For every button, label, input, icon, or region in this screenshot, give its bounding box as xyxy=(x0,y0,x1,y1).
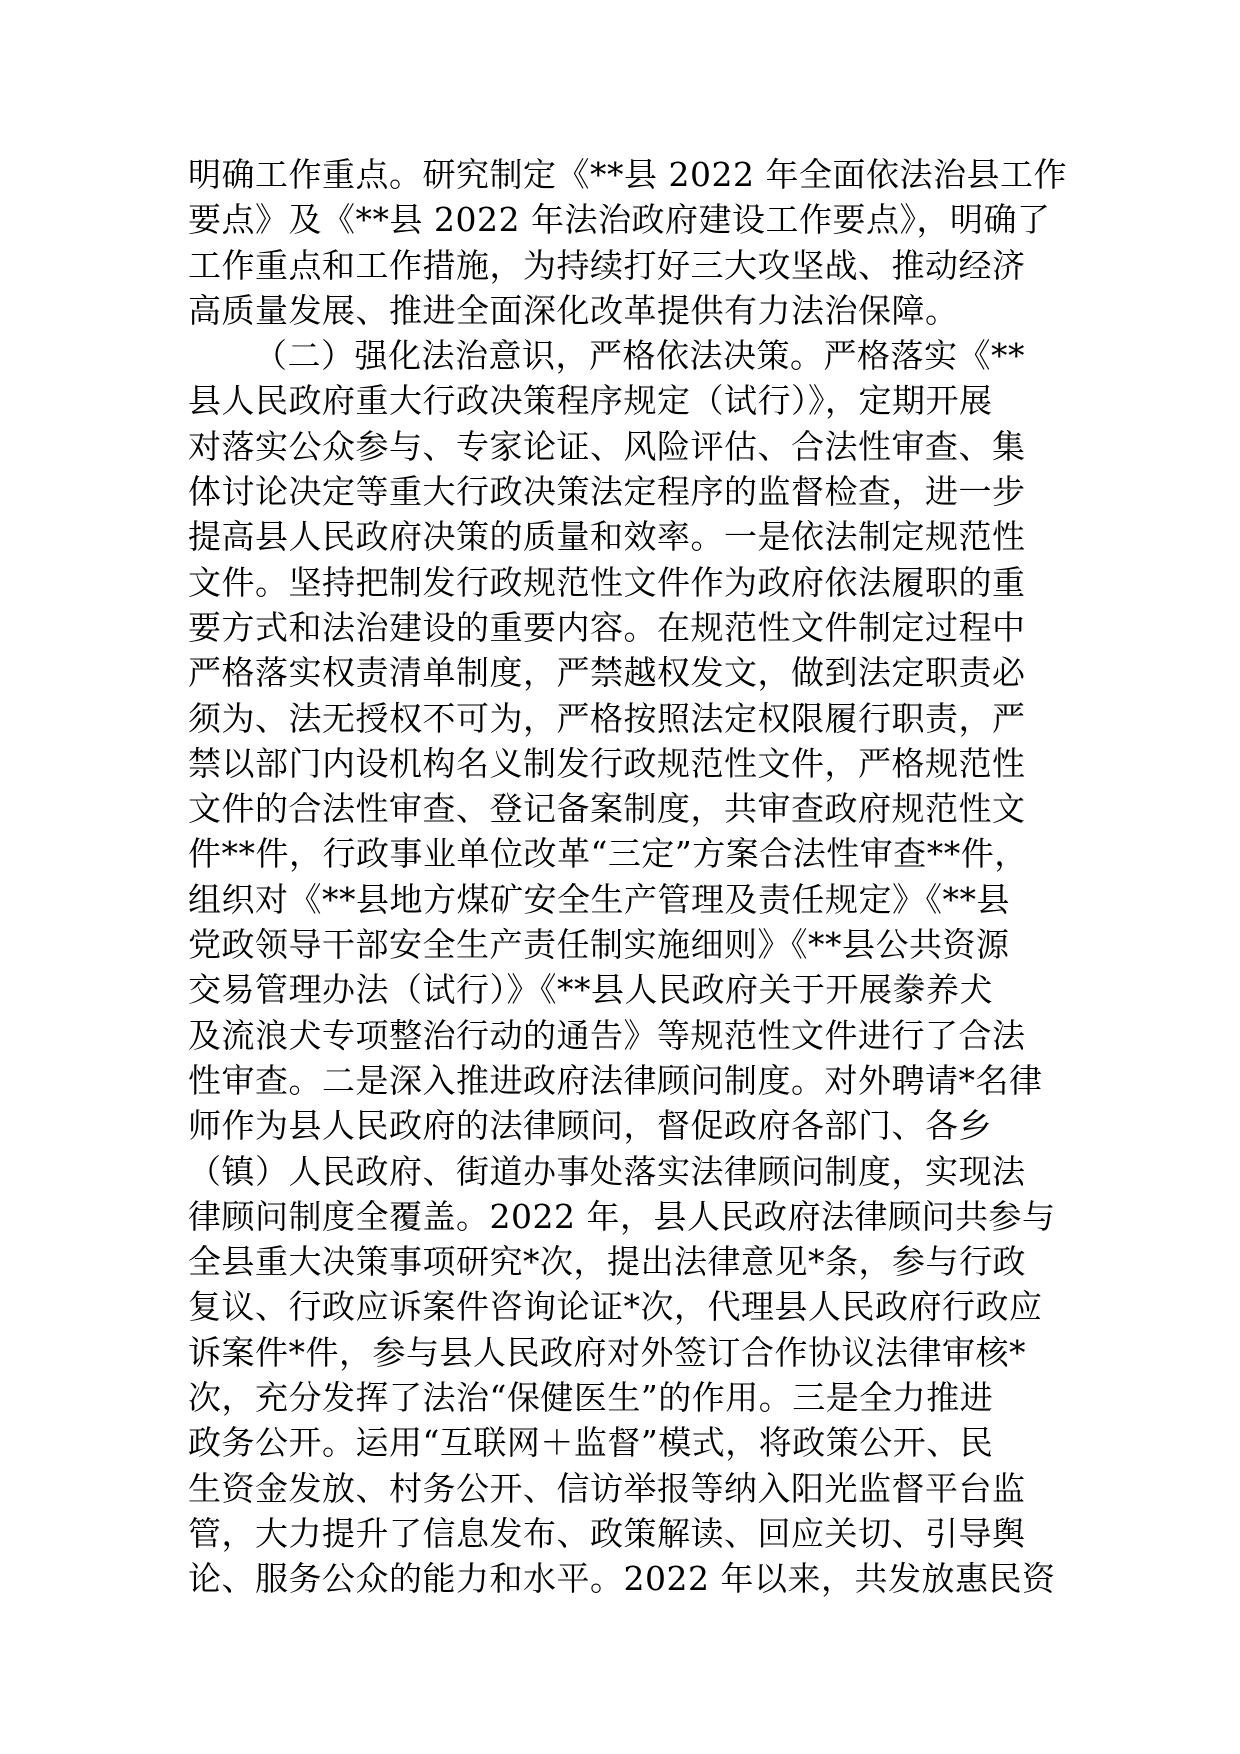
text-line: 明确工作重点。研究制定《**县 2022 年全面依法治县工作 xyxy=(188,155,1067,194)
text-line: 管，大力提升了信息发布、政策解读、回应关切、引导舆 xyxy=(188,1513,1026,1553)
text-line: 工作重点和工作措施，为持续打好三大攻坚战、推动经济 xyxy=(188,245,1026,285)
text-line: 高质量发展、推进全面深化改革提供有力法治保障。 xyxy=(188,290,959,330)
text-line: 县人民政府重大行政决策程序规定（试行）》，定期开展 xyxy=(188,381,993,421)
text-line: 次，充分发挥了法治“保健医生”的作用。三是全力推进 xyxy=(188,1378,994,1418)
text-line: 对落实公众参与、专家论证、风险评估、合法性审查、集 xyxy=(188,426,1026,466)
text-line: 律顾问制度全覆盖。2022 年，县人民政府法律顾问共参与 xyxy=(188,1196,1056,1236)
text-line: 及流浪犬专项整治行动的通告》等规范性文件进行了合法 xyxy=(188,1015,1026,1055)
text-line: 党政领导干部安全生产责任制实施细则》《**县公共资源 xyxy=(188,925,1010,965)
text-line: （镇）人民政府、街道办事处落实法律顾问制度，实现法 xyxy=(188,1151,1026,1191)
section-heading-line: （二）强化法治意识，严格依法决策。严格落实《** xyxy=(254,336,1025,376)
text-line: 要方式和法治建设的重要内容。在规范性文件制定过程中 xyxy=(188,607,1026,647)
text-line: 复议、行政应诉案件咨询论证*次，代理县人民政府行政应 xyxy=(188,1287,1043,1327)
text-line: 文件。坚持把制发行政规范性文件作为政府依法履职的重 xyxy=(188,562,1026,602)
text-line: 政务公开。运用“互联网＋监督”模式，将政策公开、民 xyxy=(188,1423,994,1463)
text-line: 师作为县人民政府的法律顾问，督促政府各部门、各乡 xyxy=(188,1106,992,1146)
body-text xyxy=(188,152,1068,1602)
text-line: 严格落实权责清单制度，严禁越权发文，做到法定职责必 xyxy=(188,653,1026,693)
text-line: 禁以部门内设机构名义制发行政规范性文件，严格规范性 xyxy=(188,743,1026,783)
text-line: 诉案件*件，参与县人民政府对外签订合作协议法律审核* xyxy=(188,1332,1026,1372)
text-line: 文件的合法性审查、登记备案制度，共审查政府规范性文 xyxy=(188,789,1026,829)
text-line: 论、服务公众的能力和水平。2022 年以来，共发放惠民资 xyxy=(188,1559,1056,1599)
text-line: 组织对《**县地方煤矿安全生产管理及责任规定》《**县 xyxy=(188,879,1010,919)
text-line: 体讨论决定等重大行政决策法定程序的监督检查，进一步 xyxy=(188,472,1026,512)
text-line: 生资金发放、村务公开、信访举报等纳入阳光监督平台监 xyxy=(188,1468,1026,1508)
text-line: 性审查。二是深入推进政府法律顾问制度。对外聘请*名律 xyxy=(188,1060,1043,1100)
text-line: 交易管理办法（试行）》《**县人民政府关于开展豢养犬 xyxy=(188,970,993,1010)
text-line: 件**件，行政事业单位改革“三定”方案合法性审查**件， xyxy=(188,834,1028,874)
text-line: 提高县人民政府决策的质量和效率。一是依法制定规范性 xyxy=(188,517,1026,557)
text-line: 须为、法无授权不可为，严格按照法定权限履行职责，严 xyxy=(188,698,1026,738)
text-line: 全县重大决策事项研究*次，提出法律意见*条，参与行政 xyxy=(188,1242,1026,1282)
text-line: 要点》及《**县 2022 年法治政府建设工作要点》，明确了 xyxy=(188,200,1051,240)
